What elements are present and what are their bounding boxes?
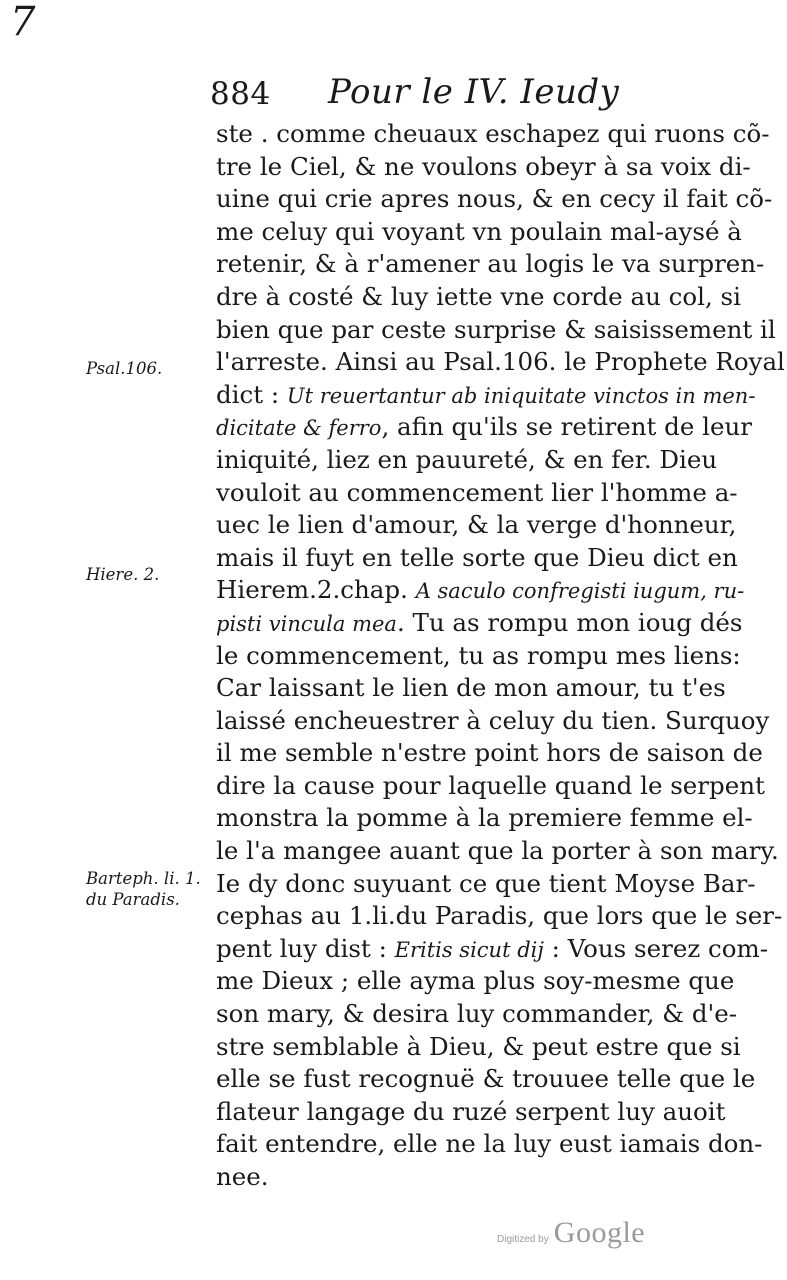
- margin-note-paradis: du Paradis.: [86, 890, 180, 909]
- text-line: elle se fust recognuë & trouuee telle que le: [216, 1064, 756, 1094]
- text-line: dicitate & ferro, afin qu'ils se retirent de leur: [216, 412, 752, 442]
- text-line: stre semblable à Dieu, & peut estre que si: [216, 1031, 741, 1061]
- latin-quote: Eritis sicut dij: [394, 937, 544, 962]
- text-line: ste . comme cheuaux eschapez qui ruons cõ-: [216, 119, 770, 148]
- text-line: dre à costé & luy iette vne corde au col, si: [216, 281, 741, 311]
- text-line: bien que par ceste surprise & saisissement il: [216, 314, 776, 344]
- text-line: me celuy qui voyant vn poulain mal-aysé à: [216, 216, 742, 246]
- text-line: dict : Ut reuertantur ab iniquitate vinctos in men-: [216, 379, 756, 409]
- text-line: son mary, & desira luy commander, & d'e-: [216, 999, 738, 1029]
- text-line: vouloit au commencement lier l'homme a-: [216, 477, 738, 507]
- text-line: le commencement, tu as rompu mes liens:: [216, 640, 741, 670]
- corner-mark: 7: [10, 0, 36, 45]
- text-line: Hierem.2.chap. A saculo confregisti iugum, ru-: [216, 575, 745, 605]
- text-line: pent luy dist : Eritis sicut dij : Vous serez com-: [216, 933, 768, 963]
- text-line: mais il fuyt en telle sorte que Dieu dict en: [216, 542, 738, 572]
- text-line: le l'a mangee auant que la porter à son mary.: [216, 836, 779, 866]
- text-line: dire la cause pour laquelle quand le serpent: [216, 770, 765, 800]
- margin-note-hieremias: Hiere. 2.: [86, 565, 160, 584]
- body-text: [216, 118, 785, 1194]
- text-line: monstra la pomme à la premiere femme el-: [216, 803, 753, 833]
- text-line: cephas au 1.li.du Paradis, que lors que le ser-: [216, 901, 783, 931]
- latin-quote: pisti vincula mea: [216, 611, 397, 636]
- latin-quote: A saculo confregisti iugum, ru-: [415, 579, 745, 604]
- text-line: uec le lien d'amour, & la verge d'honneur,: [216, 510, 737, 540]
- text-line: uine qui crie apres nous, & en cecy il fait cõ-: [216, 184, 773, 214]
- text-line: tre le Ciel, & ne voulons obeyr à sa voix di-: [216, 151, 751, 181]
- text-line: Ie dy donc suyuant ce que tient Moyse Bar-: [216, 868, 756, 898]
- text-line: il me semble n'estre point hors de saison de: [216, 738, 763, 768]
- text-line: me Dieux ; elle ayma plus soy-mesme que: [216, 966, 735, 996]
- text-line: l'arreste. Ainsi au Psal.106. le Prophete Royal: [216, 347, 785, 377]
- text-line: flateur langage du ruzé serpent luy auoit: [216, 1096, 726, 1126]
- text-line: iniquité, liez en pauureté, & en fer. Dieu: [216, 444, 718, 474]
- margin-note-psalm: Psal.106.: [86, 359, 163, 378]
- text-line: pisti vincula mea. Tu as rompu mon ioug dés: [216, 607, 743, 637]
- running-title: Pour le IV. Ieudy: [328, 72, 620, 112]
- text-line: laissé encheuestrer à celuy du tien. Surquoy: [216, 705, 770, 735]
- latin-quote: dicitate & ferro: [216, 416, 382, 441]
- margin-note-barcephas: Barteph. li. 1.: [86, 869, 201, 888]
- page-header: [210, 72, 640, 122]
- page-number: 884: [210, 76, 271, 112]
- text-line: nee.: [216, 1162, 269, 1191]
- watermark-brand: Google: [553, 1216, 646, 1249]
- text-line: retenir, & à r'amener au logis le va surpren-: [216, 249, 765, 279]
- latin-quote: Ut reuertantur ab iniquitate vinctos in men-: [286, 383, 756, 408]
- text-line: fait entendre, elle ne la luy eust iamais don-: [216, 1129, 763, 1159]
- watermark-caption: Digitized by: [497, 1234, 549, 1245]
- google-watermark: [497, 1216, 645, 1250]
- text-line: Car laissant le lien de mon amour, tu t'es: [216, 673, 726, 703]
